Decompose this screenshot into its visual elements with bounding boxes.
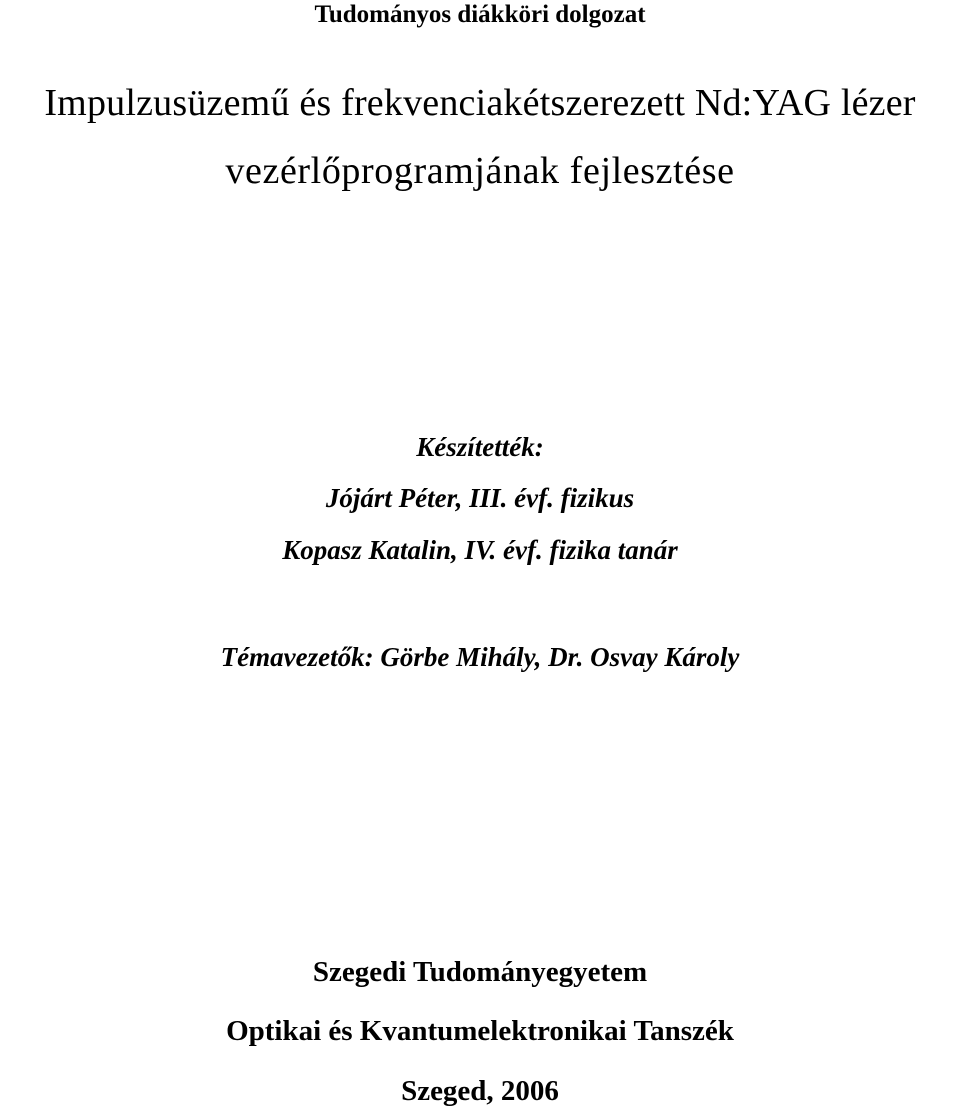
title-line-1: Impulzusüzemű és frekvenciakétszerezett Nd:YAG lézer [44, 82, 916, 124]
department-name: Optikai és Kvantumelektronikai Tanszék [226, 1015, 734, 1047]
document-type-label: Tudományos diákköri dolgozat [314, 1, 646, 28]
university-name: Szegedi Tudományegyetem [312, 956, 648, 988]
made-by-label: Készítették: [416, 432, 544, 462]
place-and-year: Szeged, 2006 [401, 1075, 559, 1107]
author-1: Jójárt Péter, III. évf. fizikus [325, 483, 635, 513]
supervisors: Témavezetők: Görbe Mihály, Dr. Osvay Károly [220, 642, 740, 672]
author-2: Kopasz Katalin, IV. évf. fizika tanár [282, 535, 678, 565]
title-line-2: vezérlőprogramjának fejlesztése [225, 150, 735, 192]
